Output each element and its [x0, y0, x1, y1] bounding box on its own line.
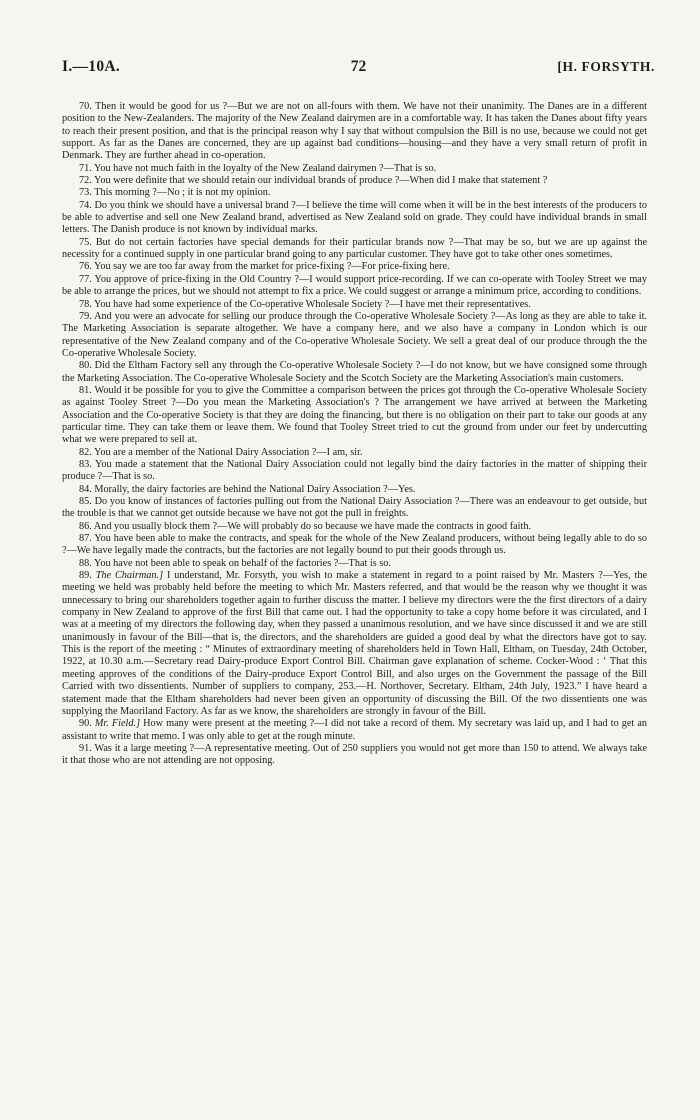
- paragraph-text: 78. You have had some experience of the Co-operative Wholesale Society ?—I have met their representatives.: [79, 298, 531, 310]
- paragraph-text: 75. But do not certain factories have special demands for their particular brands now ?—That may be so, but we are up against the necessity for a continued supply in one particular brand going to any particular customer. They have got to take other ones sometimes.: [62, 236, 647, 261]
- testimony-paragraph: [62, 484, 647, 496]
- testimony-paragraph: [62, 521, 647, 533]
- paragraph-text: I understand, Mr. Forsyth, you wish to make a statement in regard to a point raised by Mr. Masters ?—Yes, the meeting we held was probably held before the meeting to which Mr. Masters referred, and that would be the reason why we thought it was unnecessary to bring our shareholders together again to further discuss the matter. I believe my directors were the the first directors of a dairy company in New Zealand to approve of the first Bill that came out. I had the opportunity to take a copy home before it was circulated, and I was at a meeting of my directors the following day, when they passed a unanimous resolution, and we have since discussed it and we are still unanimously in favour of the Bill—that is, the directors, and the shareholders are guided a good deal by what the directors have got to say. This is the report of the meeting : “ Minutes of extraordinary meeting of shareholders held in Town Hall, Eltham, on Tuesday, 24th October, 1922, at 10.30 a.m.—Secretary read Dairy-produce Export Control Bill. Chairman gave explanation of scheme. Cocker-Wood : ‘ That this meeting approves of the conditions of the Dairy-produce Export Control Bill, and also urges on the Government the passage of the Bill Carried with two dissentients. Number of suppliers to company, 253.—H. Northover, Secretary. Eltham, 24th July, 1923.” I have heard a statement made that the Eltham shareholders had never been given an opportunity of discussing the Bill. Of the two dissentients one was supplying the Maoriland Factory. As far as we know, the shareholders are strongly in favour of the Bill.: [62, 570, 647, 717]
- paragraph-text: 71. You have not much faith in the loyalty of the New Zealand dairymen ?—That is so.: [79, 162, 437, 174]
- paragraph-text: 74. Do you think we should have a universal brand ?—I believe the time will come when it will be in the best interests of the producers to be able to advertise and sell one New Zealand brand, advertised as New Zealand sold on grade. They could have individual brands in small letters. The Danish produce is not known by individual marks.: [62, 199, 647, 236]
- paragraph-text: 84. Morally, the dairy factories are behind the National Dairy Association ?—Yes.: [79, 483, 416, 495]
- testimony-paragraph: [62, 299, 647, 311]
- testimony-paragraph: [62, 533, 647, 558]
- testimony-paragraph: [62, 496, 647, 521]
- testimony-paragraph: [62, 459, 647, 484]
- paragraph-text: 79. And you were an advocate for selling our produce through the Co-operative Wholesale Society ?—As long as they are able to take it. The Marketing Association is separate altogether. We have a company here, and we also have a company in London which is our representative of the New Zealand company and of the Co-operative Wholesale Society. We sell a great deal of our produce through the the Co-operative Wholesale Society.: [62, 310, 647, 359]
- testimony-paragraph: [62, 718, 647, 743]
- paragraph-text: 87. You have been able to make the contracts, and speak for the whole of the New Zealand producers, without being legally able to do so ?—We have legally made the contracts, but the factories are not legally bound to put their goods through us.: [62, 533, 647, 557]
- speaker-lead: 89. The Chairman.]: [79, 570, 164, 582]
- paragraph-text: 72. You were definite that we should retain our individual brands of produce ?—When did I make that statement ?: [79, 175, 548, 187]
- paragraph-text: 73. This morning ?—No ; it is not my opinion.: [79, 187, 271, 199]
- testimony-paragraph: [62, 743, 647, 768]
- paragraph-text: 86. And you usually block them ?—We will probably do so because we have made the contracts in good faith.: [79, 520, 532, 532]
- testimony-paragraph: [62, 558, 647, 570]
- speaker-lead: 90. Mr. Field.]: [79, 718, 141, 730]
- testimony-paragraph: [62, 175, 647, 187]
- page-number: 72: [350, 58, 367, 75]
- document-reference: I.—10A.: [62, 58, 121, 75]
- testimony-body: [62, 101, 647, 768]
- paragraph-text: How many were present at the meeting ?—I did not take a record of them. My secretary was laid up, and I had to get an assistant to write that memo. I was only able to get at the rough minute.: [62, 718, 648, 742]
- testimony-paragraph: [62, 237, 647, 262]
- witness-name: [H. FORSYTH.: [557, 59, 655, 74]
- paragraph-text: 80. Did the Eltham Factory sell any through the Co-operative Wholesale Society ?—I do not know, but we have consigned some through the Marketing Association. The Co-operative Wholesale Society and the Scotch Society are the Marketing Association's main customers.: [62, 360, 647, 384]
- testimony-paragraph: [62, 447, 647, 459]
- paragraph-text: 82. You are a member of the National Dairy Association ?—I am, sir.: [79, 446, 363, 458]
- paragraph-text: 91. Was it a large meeting ?—A representative meeting. Out of 250 suppliers you would not get more than 150 to attend. We always take it that those who are not attending are not opposing.: [62, 742, 647, 767]
- testimony-paragraph: [62, 360, 647, 385]
- page-header: [62, 58, 655, 76]
- paragraph-text: 70. Then it would be good for us ?—But we are not on all-fours with them. We have not their unanimity. The Danes are in a different position to the New-Zealanders. The majority of the New Zealand dairymen are in a comfortable way. It has taken the Danes about fifty years to reach their present position, and that is the principal reason why I say that without compulsion the Bill is no use, because we could not get support. As far as the Danes are concerned, they are up against bad conditions—housing—and they have a very small return of profit in Denmark. They are further ahead in co-operation.: [62, 101, 647, 162]
- testimony-paragraph: [62, 200, 647, 237]
- testimony-paragraph: [62, 274, 647, 299]
- paragraph-text: 77. You approve of price-fixing in the Old Country ?—I would support price-recording. If we can co-operate with Tooley Street we may be able to arrange the prices, but we should not attempt to fix a price. We could suggest or arrange a minimum price, according to conditions.: [62, 273, 647, 298]
- paragraph-text: 76. You say we are too far away from the market for price-fixing ?—For price-fixing here.: [79, 261, 450, 273]
- testimony-paragraph: [62, 311, 647, 360]
- paragraph-text: 81. Would it be possible for you to give the Committee a comparison between the prices got through the Co-operative Wholesale Society as against Tooley Street ?—Do you mean the Marketing Association's ? The arrangement we have arrived at between the Marketing Association and the Co-operative Society is that they are doing the financing, but there is no obligation on their part to take our goods at any particular time. They can take them or leave them. We found that Tooley Street tried to cut the ground from under our feet by undercutting what we were prepared to sell at.: [62, 384, 647, 446]
- testimony-paragraph: [62, 101, 647, 163]
- paragraph-text: 83. You made a statement that the National Dairy Association could not legally bind the dairy factories in the matter of shipping their produce ?—That is so.: [62, 458, 647, 483]
- testimony-paragraph: [62, 570, 647, 718]
- testimony-paragraph: [62, 261, 647, 273]
- paragraph-text: 85. Do you know of instances of factories pulling out from the National Dairy Association ?—There was an endeavour to get outside, but the trouble is that we cannot get outside because we have not got the pull in freights.: [62, 496, 647, 520]
- paragraph-text: 88. You have not been able to speak on behalf of the factories ?—That is so.: [79, 557, 391, 569]
- testimony-paragraph: [62, 187, 647, 199]
- testimony-paragraph: [62, 385, 647, 447]
- testimony-paragraph: [62, 163, 647, 175]
